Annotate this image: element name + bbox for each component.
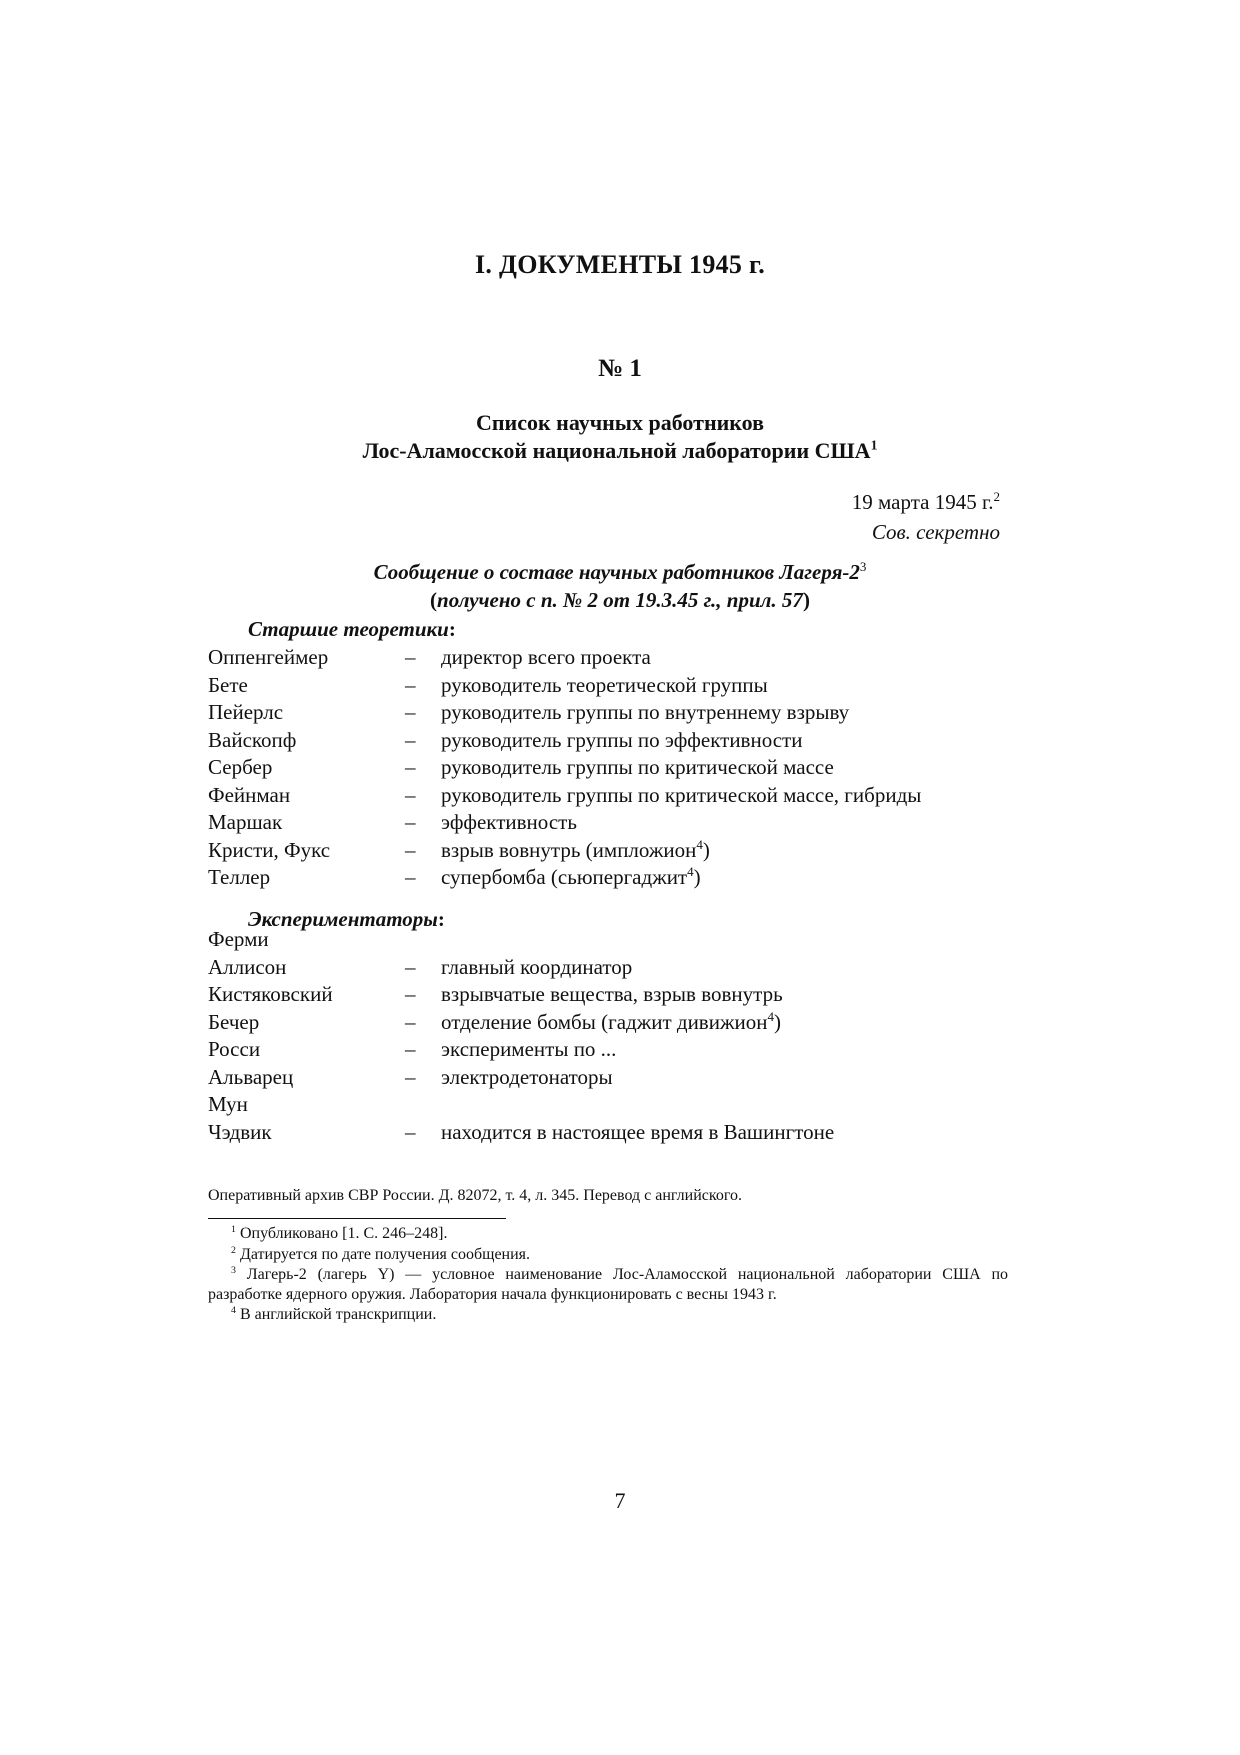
person-role-text: электродетонаторы bbox=[441, 1064, 613, 1089]
experimenters-heading bbox=[248, 907, 445, 932]
document-title-line1: Список научных работников bbox=[475, 410, 765, 435]
person-role bbox=[441, 1035, 616, 1063]
message-paren-open: ( bbox=[430, 588, 438, 612]
footnote-3-text: Лагерь-2 (лагерь Y) — условное наименование Лос-Аламосской национальной лаборатории США по разработке ядерного оружия. Лаборатория начала функционировать с весны 1943 г. bbox=[208, 1266, 1009, 1303]
person-role bbox=[441, 753, 834, 781]
person-name: Фейнман bbox=[208, 782, 291, 807]
experimenters-heading-text: Экспериментаторы bbox=[248, 907, 438, 931]
page-number: 7 bbox=[614, 1488, 626, 1513]
person-name: Бечер bbox=[208, 1009, 260, 1034]
person-name: Ферми bbox=[208, 927, 269, 951]
person-name: Альварец bbox=[208, 1064, 294, 1089]
person-role bbox=[441, 863, 701, 891]
dash-separator: – bbox=[405, 727, 416, 752]
person-role-text: директор всего проекта bbox=[441, 645, 651, 669]
message-title-line1-text: Сообщение о составе научных работников Лагеря-2 bbox=[373, 560, 860, 584]
person-role bbox=[441, 671, 768, 699]
person-role bbox=[441, 781, 921, 809]
message-title-line1 bbox=[0, 558, 1240, 586]
dash-separator: – bbox=[405, 645, 416, 669]
footnote-3-number: 3 bbox=[231, 1264, 236, 1276]
person-name: Вайскопф bbox=[208, 727, 297, 752]
person-role bbox=[441, 1008, 781, 1036]
person-role-text: эффективность bbox=[441, 810, 577, 834]
document-title bbox=[0, 409, 1240, 465]
person-name: Теллер bbox=[208, 865, 271, 889]
person-name: Аллисон bbox=[208, 954, 287, 979]
person-role-text: отделение бомбы (гаджит дивижион bbox=[441, 1009, 768, 1034]
dash-separator: – bbox=[405, 837, 416, 862]
person-role-tail: ) bbox=[693, 865, 701, 889]
person-role bbox=[441, 980, 783, 1008]
message-title bbox=[0, 558, 1240, 614]
theorists-heading-colon: : bbox=[448, 617, 456, 641]
person-name: Бете bbox=[208, 672, 248, 697]
footnote-4 bbox=[231, 1305, 436, 1325]
footnote-2-number: 2 bbox=[231, 1244, 236, 1256]
person-role bbox=[441, 698, 849, 726]
dash-separator: – bbox=[405, 782, 416, 807]
person-role-text: руководитель группы по внутреннему взрыву bbox=[441, 700, 850, 724]
dash-separator: – bbox=[405, 865, 416, 889]
person-role-text: главный координатор bbox=[441, 954, 633, 979]
person-name: Маршак bbox=[208, 810, 283, 834]
person-role bbox=[441, 1063, 613, 1091]
footnote-3 bbox=[208, 1265, 1008, 1305]
footnote-ref-2: 2 bbox=[993, 488, 1000, 504]
footnote-ref-4: 4 bbox=[696, 836, 703, 852]
footnote-1 bbox=[231, 1224, 447, 1244]
footnote-ref-3: 3 bbox=[859, 558, 867, 574]
person-name: Оппенгеймер bbox=[208, 645, 329, 669]
footnote-2-text: Датируется по дате получения сообщения. bbox=[239, 1246, 531, 1263]
footnote-1-number: 1 bbox=[231, 1223, 236, 1235]
dash-separator: – bbox=[405, 700, 416, 724]
person-role-text: супербомба (сьюпергаджит bbox=[441, 865, 688, 889]
date-block bbox=[852, 487, 1000, 547]
dash-separator: – bbox=[405, 1064, 416, 1089]
theorists-heading-text: Старшие теоретики bbox=[248, 617, 449, 641]
document-date bbox=[852, 487, 1000, 517]
theorists-heading bbox=[248, 617, 456, 642]
dash-separator: – bbox=[405, 755, 416, 779]
classification-stamp: Сов. секретно bbox=[871, 520, 1000, 544]
dash-separator: – bbox=[405, 672, 416, 697]
person-role-text: взрывчатые вещества, взрыв вовнутрь bbox=[441, 982, 783, 1006]
person-role-text: руководитель группы по критической массе, гибриды bbox=[441, 782, 922, 807]
footnote-2 bbox=[231, 1245, 530, 1265]
person-role bbox=[441, 643, 651, 671]
experimenters-heading-colon: : bbox=[437, 907, 445, 931]
footnote-1-text: Опубликовано [1. С. 246–248]. bbox=[239, 1225, 448, 1242]
person-role-text: эксперименты по ... bbox=[441, 1037, 617, 1061]
footnote-ref-4: 4 bbox=[687, 863, 694, 879]
person-name: Чэдвик bbox=[208, 1119, 272, 1144]
person-role-text: взрыв вовнутрь (импложион bbox=[441, 837, 697, 862]
person-name: Мун bbox=[208, 1092, 248, 1116]
footnote-ref-4: 4 bbox=[767, 1008, 774, 1024]
message-paren-close: ) bbox=[802, 588, 810, 612]
footnote-divider bbox=[208, 1218, 506, 1219]
footnote-4-text: В английской транскрипции. bbox=[239, 1306, 437, 1323]
person-role bbox=[441, 836, 710, 864]
archive-source: Оперативный архив СВР России. Д. 82072, т. 4, л. 345. Перевод с английского. bbox=[208, 1187, 742, 1204]
person-name: Кристи, Фукс bbox=[208, 837, 331, 862]
dash-separator: – bbox=[405, 1037, 416, 1061]
person-role bbox=[441, 953, 632, 981]
footnote-ref-1: 1 bbox=[870, 437, 878, 453]
person-role-text: находится в настоящее время в Вашингтоне bbox=[441, 1119, 835, 1144]
document-title-line2 bbox=[0, 437, 1240, 465]
section-title: I. ДОКУМЕНТЫ 1945 г. bbox=[475, 250, 765, 279]
person-name: Кистяковский bbox=[208, 982, 333, 1006]
message-title-line2 bbox=[0, 586, 1240, 614]
dash-separator: – bbox=[405, 1009, 416, 1034]
person-role bbox=[441, 808, 577, 836]
document-title-line2-text: Лос-Аламосской национальной лаборатории США bbox=[362, 438, 871, 463]
dash-separator: – bbox=[405, 1119, 416, 1144]
person-role-text: руководитель группы по критической массе bbox=[441, 755, 834, 779]
dash-separator: – bbox=[405, 954, 416, 979]
person-role bbox=[441, 1118, 834, 1146]
person-name: Сербер bbox=[208, 755, 273, 779]
dash-separator: – bbox=[405, 810, 416, 834]
person-role-tail: ) bbox=[702, 837, 710, 862]
person-name: Росси bbox=[208, 1037, 261, 1061]
person-name: Пейерлс bbox=[208, 700, 284, 724]
person-role-tail: ) bbox=[773, 1009, 781, 1034]
footnote-4-number: 4 bbox=[231, 1304, 236, 1316]
message-title-line2-text: получено с п. № 2 от 19.3.45 г., прил. 57 bbox=[437, 588, 803, 612]
person-role bbox=[441, 726, 802, 754]
document-number: № 1 bbox=[598, 355, 642, 382]
document-date-text: 19 марта 1945 г. bbox=[851, 490, 994, 514]
dash-separator: – bbox=[405, 982, 416, 1006]
person-role-text: руководитель группы по эффективности bbox=[441, 727, 803, 752]
person-role-text: руководитель теоретической группы bbox=[441, 672, 768, 697]
